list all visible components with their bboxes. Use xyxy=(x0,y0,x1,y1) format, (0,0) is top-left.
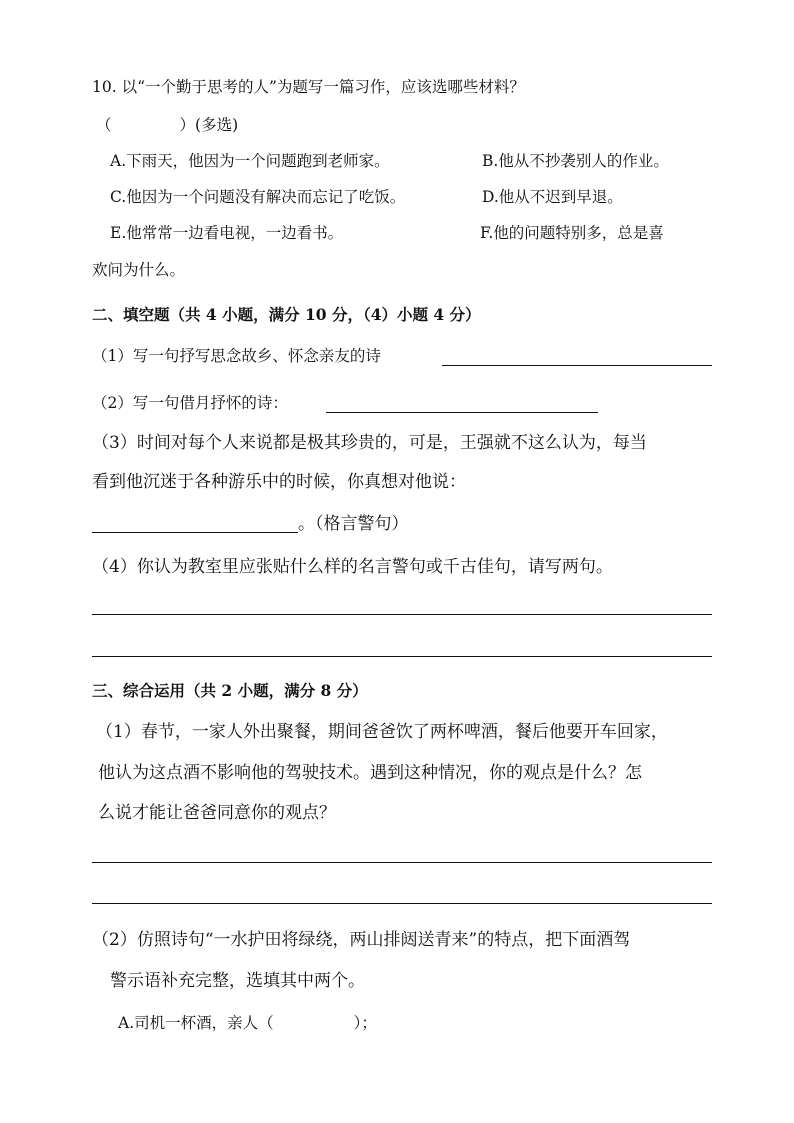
paren-close: ） xyxy=(179,116,196,134)
s2-question-4: （4）你认为教室里应张贴什么样的名言警句或千古佳句，请写两句。 xyxy=(92,557,613,577)
s3-q2-option-a-suffix: ）； xyxy=(353,1014,377,1032)
q10-option-d: D.他从不迟到早退。 xyxy=(482,188,623,206)
q10-answer-row xyxy=(96,114,238,136)
s2-q1-answer-blank[interactable] xyxy=(442,351,712,366)
section3-heading: 三、综合运用（共 2 小题，满分 8 分） xyxy=(92,681,368,700)
s2-question-3-line1: （3）时间对每个人来说都是极其珍贵的，可是，王强就不这么认为，每当 xyxy=(92,433,647,453)
s3-q1-answer-line-1[interactable] xyxy=(92,862,712,863)
s2-q4-answer-line-2[interactable] xyxy=(92,656,712,657)
q10-option-c: C.他因为一个问题没有解决而忘记了吃饭。 xyxy=(110,188,406,206)
s2-q4-answer-line-1[interactable] xyxy=(92,614,712,615)
multi-select-note: (多选) xyxy=(195,116,239,134)
q10-stem: 10. 以“一个勤于思考的人”为题写一篇习作，应该选哪些材料？ xyxy=(92,78,525,96)
q10-option-f: F.他的问题特别多，总是喜 xyxy=(480,224,664,242)
q10-option-f-continued: 欢问为什么。 xyxy=(92,261,186,279)
paren-open: （ xyxy=(96,116,112,134)
s3-question-2-line2: 警示语补充完整，选填其中两个。 xyxy=(110,971,365,991)
s3-q1-answer-line-2[interactable] xyxy=(92,903,712,904)
s3-q2-option-a xyxy=(118,1012,377,1034)
s2-question-3-line2: 看到他沉迷于各种游乐中的时候，你真想对他说： xyxy=(92,472,466,492)
s2-q3-answer-blank[interactable] xyxy=(92,518,298,533)
q10-option-b: B.他从不抄袭别人的作业。 xyxy=(482,152,669,170)
s3-question-1-line2: 他认为这点酒不影响他的驾驶技术。遇到这种情况，你的观点是什么？怎 xyxy=(98,763,642,783)
s3-question-2-line1: （2）仿照诗句“一水护田将绿绕，两山排闼送青来”的特点，把下面酒驾 xyxy=(92,930,631,950)
q10-option-a: A.下雨天，他因为一个问题跑到老师家。 xyxy=(110,152,390,170)
s3-question-1-line3: 么说才能让爸爸同意你的观点？ xyxy=(98,803,336,823)
s2-q1-text: （1）写一句抒写思念故乡、怀念亲友的诗 xyxy=(92,347,381,365)
s3-question-1-line1: （1）春节，一家人外出聚餐，期间爸爸饮了两杯啤酒，餐后他要开车回家， xyxy=(96,722,668,742)
section2-heading: 二、填空题（共 4 小题，满分 10 分，（4）小题 4 分） xyxy=(92,305,481,324)
s2-question-2: （2）写一句借月抒怀的诗： xyxy=(92,394,288,412)
s2-q2-answer-blank[interactable] xyxy=(326,398,598,413)
s3-q2-option-a-prefix: A.司机一杯酒，亲人（ xyxy=(118,1014,274,1032)
s2-question-1 xyxy=(92,345,381,367)
q10-option-e: E.他常常一边看电视，一边看书。 xyxy=(110,224,344,242)
s2-q3-tail: 。（格言警句） xyxy=(298,514,409,534)
